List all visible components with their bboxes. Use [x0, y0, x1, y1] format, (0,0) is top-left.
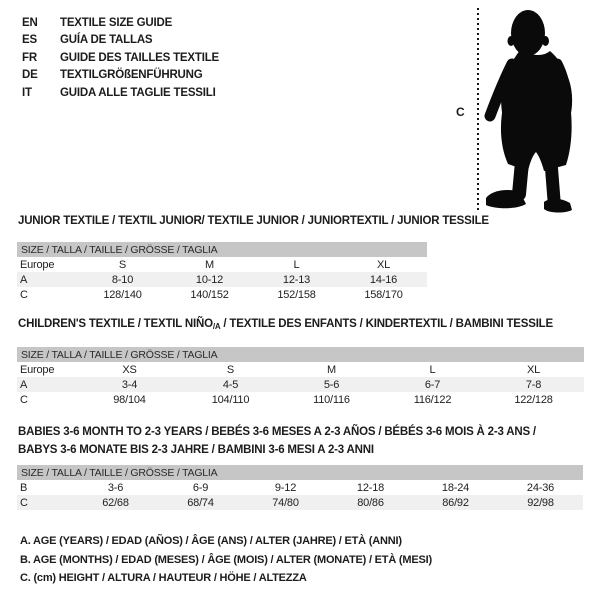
table-cell: 10-12	[195, 273, 224, 286]
language-list	[22, 14, 219, 102]
table-cell: 12-13	[282, 273, 311, 286]
children-table-title	[18, 318, 553, 333]
table-cell: A	[20, 378, 28, 391]
language-code: ES	[22, 34, 37, 47]
table-row	[17, 257, 427, 272]
table-row	[17, 272, 427, 287]
table-cell: 5-6	[323, 378, 340, 391]
table-cell: 80/86	[357, 496, 384, 509]
table-cell: 158/170	[364, 288, 403, 301]
table-cell: S	[118, 258, 127, 271]
table-cell: B	[20, 481, 28, 494]
babies-size-table	[17, 465, 583, 510]
table-cell: 4-5	[222, 378, 239, 391]
language-label: TEXTILE SIZE GUIDE	[60, 16, 173, 29]
language-label: GUIDE DES TAILLES TEXTILE	[60, 51, 219, 64]
table-cell: 140/152	[190, 288, 229, 301]
legend-line-c: C. (cm) HEIGHT / ALTURA / HAUTEUR / HÖHE / ALTEZZA	[20, 572, 307, 585]
children-title-pre: CHILDREN'S TEXTILE / TEXTIL NIÑO	[18, 318, 213, 330]
table-cell: Europe	[20, 258, 55, 271]
children-title-post: / TEXTILE DES ENFANTS / KINDERTEXTIL / BAMBINI TESSILE	[220, 318, 553, 330]
language-row	[22, 49, 219, 67]
table-cell: 14-16	[369, 273, 398, 286]
table-row	[17, 377, 584, 392]
table-cell: S	[226, 363, 235, 376]
table-cell: 86/92	[442, 496, 469, 509]
language-label: GUIDA ALLE TAGLIE TESSILI	[60, 86, 216, 99]
table-row	[17, 495, 583, 510]
table-cell: 92/98	[527, 496, 554, 509]
babies-title-line2: BABYS 3-6 MONATE BIS 2-3 JAHRE / BAMBINI 3-6 MESI A 2-3 ANNI	[18, 443, 374, 456]
table-cell: 3-6	[107, 481, 124, 494]
table-cell: 68/74	[187, 496, 214, 509]
table-cell: A	[20, 273, 28, 286]
legend-line-b: B. AGE (MONTHS) / EDAD (MESES) / ÂGE (MOIS) / ALTER (MONATE) / ETÀ (MESI)	[20, 553, 432, 566]
size-header-bar: SIZE / TALLA / TAILLE / GRÖSSE / TAGLIA	[17, 347, 584, 362]
table-cell: XL	[376, 258, 391, 271]
height-measure-label: C	[456, 105, 465, 119]
language-label: TEXTILGRÖßENFÜHRUNG	[60, 69, 203, 82]
legend-line-a: A. AGE (YEARS) / EDAD (AÑOS) / ÂGE (ANS) / ALTER (JAHRE) / ETÀ (ANNI)	[20, 535, 402, 547]
table-cell: M	[205, 258, 214, 271]
table-cell: 6-7	[424, 378, 441, 391]
table-cell: 12-18	[356, 481, 385, 494]
babies-title-line1: BABIES 3-6 MONTH TO 2-3 YEARS / BEBÉS 3-6 MESES A 2-3 AÑOS / BÉBÉS 3-6 MOIS À 2-3 ANS /	[18, 426, 536, 438]
table-cell: 18-24	[441, 481, 470, 494]
table-cell: C	[20, 496, 28, 509]
table-cell: 116/122	[413, 393, 452, 406]
table-cell: 62/68	[102, 496, 129, 509]
language-code: DE	[22, 69, 38, 82]
table-cell: 98/104	[113, 393, 146, 406]
language-code: IT	[22, 86, 32, 99]
language-row	[22, 67, 219, 85]
size-header-bar: SIZE / TALLA / TAILLE / GRÖSSE / TAGLIA	[17, 242, 427, 257]
table-cell: 110/116	[313, 393, 350, 406]
table-cell: L	[429, 363, 436, 376]
table-row	[17, 287, 427, 302]
table-cell: 122/128	[514, 393, 553, 406]
table-cell: 3-4	[121, 378, 138, 391]
table-cell: C	[20, 393, 28, 406]
table-cell: 8-10	[111, 273, 134, 286]
table-row	[17, 362, 584, 377]
table-row	[17, 392, 584, 407]
table-cell: 74/80	[272, 496, 299, 509]
language-row	[22, 32, 219, 50]
measurement-legend	[20, 532, 432, 588]
table-cell: 152/158	[277, 288, 316, 301]
language-row	[22, 84, 219, 102]
table-cell: XL	[526, 363, 541, 376]
table-cell: C	[20, 288, 28, 301]
table-cell: 6-9	[192, 481, 209, 494]
table-cell: 128/140	[103, 288, 142, 301]
language-row	[22, 14, 219, 32]
table-cell: M	[327, 363, 336, 376]
table-cell: 7-8	[525, 378, 542, 391]
junior-size-table	[17, 242, 427, 302]
table-cell: 104/110	[211, 393, 250, 406]
children-title-subscript: /A	[212, 322, 221, 331]
table-cell: XS	[122, 363, 137, 376]
size-header-bar: SIZE / TALLA / TAILLE / GRÖSSE / TAGLIA	[17, 465, 583, 480]
table-cell: 9-12	[274, 481, 297, 494]
language-code: EN	[22, 16, 38, 29]
children-size-table	[17, 347, 584, 407]
babies-table-title	[18, 424, 536, 459]
junior-table-title: JUNIOR TEXTILE / TEXTIL JUNIOR/ TEXTILE JUNIOR / JUNIORTEXTIL / JUNIOR TESSILE	[18, 215, 489, 227]
table-cell: L	[293, 258, 300, 271]
table-cell: 24-36	[526, 481, 555, 494]
table-row	[17, 480, 583, 495]
baby-silhouette	[478, 4, 596, 216]
language-label: GUÍA DE TALLAS	[60, 34, 153, 47]
table-cell: Europe	[20, 363, 55, 376]
language-code: FR	[22, 51, 37, 64]
